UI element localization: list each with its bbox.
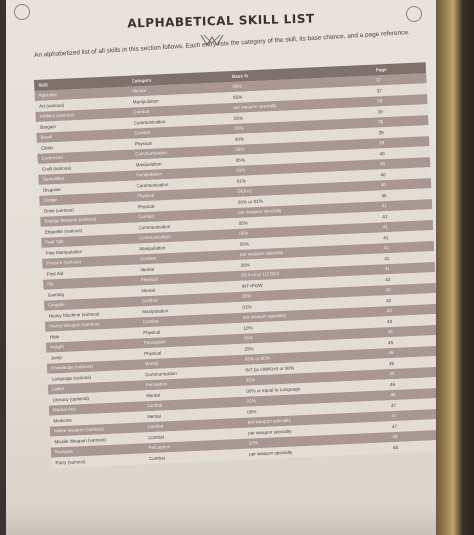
cell-category: Combat: [142, 318, 159, 325]
cell-base: DEX×2: [237, 188, 253, 195]
cell-skill: Hide: [49, 333, 60, 340]
page-title: ALPHABETICAL SKILL LIST: [127, 11, 315, 31]
cell-page: 47: [391, 423, 398, 429]
cell-skill: Drive (various): [43, 207, 74, 214]
cell-base: 25%: [234, 125, 244, 132]
cell-category: Mental: [140, 266, 155, 273]
cell-skill: Medicine: [53, 417, 72, 424]
cell-skill: Appraise: [38, 92, 57, 99]
cell-page: 45: [389, 371, 395, 377]
cell-skill: Martial Arts: [52, 406, 77, 413]
cell-category: Physical: [142, 329, 161, 336]
cell-base: INT (in OWN)×5 or 00%: [245, 365, 295, 373]
cell-skill: Brawl: [40, 134, 53, 141]
cell-category: Combat: [148, 455, 166, 461]
cell-page: 45: [388, 350, 394, 356]
cell-base: 01%: [236, 178, 247, 184]
cell-base: 01%: [242, 304, 252, 310]
cell-category: Perception: [145, 381, 168, 388]
cell-base: per weapon specialty: [249, 449, 293, 457]
cell-category: Physical: [143, 350, 162, 357]
cell-skill: Heavy Weapon (various): [49, 321, 100, 329]
cell-category: Physical: [136, 192, 155, 199]
cell-skill: Insight: [50, 344, 64, 350]
cell-category: Mental: [146, 413, 161, 419]
cell-page: 43: [387, 329, 393, 335]
cell-base: DEX×4 or 1/2 DEX: [240, 271, 280, 279]
cell-page: 39: [377, 119, 384, 125]
cell-skill: Melee Weapon (various): [53, 426, 104, 434]
cell-skill: Jump: [50, 354, 62, 361]
cell-skill: Demolition: [42, 175, 65, 182]
cell-page: 40: [380, 182, 387, 188]
cell-skill: Craft (various): [41, 165, 72, 172]
cell-base: 01%: [236, 167, 246, 174]
cell-page: 45: [388, 360, 395, 366]
cell-category: Communication: [133, 118, 166, 126]
table-body: [34, 73, 436, 468]
cell-page: 46: [389, 381, 396, 387]
cell-skill: Navigate: [54, 448, 74, 455]
cell-page: 40: [379, 161, 386, 167]
cell-base: 05%: [235, 146, 245, 153]
cell-base: 05% or 00%: [244, 355, 270, 362]
cell-page: 48: [392, 444, 399, 450]
cell-base: per weapon specialty: [238, 208, 282, 216]
cell-skill: Disguise: [42, 186, 61, 193]
cell-page: 37: [376, 77, 382, 83]
cell-base: 25%: [241, 293, 252, 300]
cell-skill: Grapple: [48, 302, 65, 308]
cell-category: Perception: [148, 444, 171, 451]
cell-page: 45: [387, 339, 394, 345]
cell-category: Communication: [134, 150, 168, 157]
cell-category: Mental: [145, 392, 160, 398]
cell-page: 41: [384, 266, 390, 272]
cell-page: 41: [384, 255, 390, 262]
cell-page: 40: [380, 171, 386, 178]
cell-category: Manipulation: [135, 171, 163, 178]
cell-skill: Literacy (optional): [52, 395, 90, 403]
cell-base: 05%: [235, 157, 246, 163]
cell-base: 05%: [239, 230, 249, 237]
cell-base: 05%: [232, 83, 242, 90]
cell-page: 42: [385, 276, 391, 283]
cell-base: 25%: [244, 346, 254, 352]
cell-category: Communication: [136, 181, 169, 189]
cell-skill: Climb: [40, 144, 53, 151]
cell-page: 41: [383, 234, 389, 241]
cell-category: Communication: [138, 223, 171, 231]
cell-base: 25%: [245, 377, 256, 383]
cell-skill: Fly: [47, 281, 54, 287]
cell-page: 48: [392, 434, 398, 440]
cell-base: 20% or 01%: [237, 198, 263, 205]
cell-category: Combat: [141, 297, 158, 304]
book-page: [6, 0, 436, 535]
cell-base: per weapon specialty: [233, 103, 277, 111]
cell-page: 42: [385, 287, 391, 293]
cell-skill: Gaming: [47, 291, 64, 298]
cell-page: 39: [378, 129, 384, 136]
cell-base: 30%: [240, 262, 250, 268]
cell-base: 05%: [238, 220, 248, 226]
skill-table: [34, 62, 436, 468]
cell-skill: Dodge: [43, 197, 58, 203]
cell-skill: Art (various): [39, 102, 65, 109]
cell-page: 41: [382, 224, 389, 230]
cell-category: Mental: [141, 287, 156, 294]
cell-base: per weapon specialty: [239, 250, 284, 258]
cell-base: per weapon specialty: [242, 313, 287, 321]
book-edge: [436, 0, 474, 535]
cell-category: Communication: [138, 234, 171, 241]
cell-category: Physical: [137, 203, 155, 210]
cell-skill: Artillery (various): [39, 112, 75, 120]
cell-page: 41: [383, 245, 389, 251]
cell-base: per weapon specialty: [247, 417, 291, 425]
cell-base: INT+POW: [241, 282, 263, 289]
cell-page: 47: [390, 402, 397, 408]
cell-skill: Fine Manipulation: [45, 248, 83, 256]
cell-skill: Heavy Machine (various): [48, 311, 100, 319]
header-page: Page: [375, 66, 387, 73]
cell-skill: First Aid: [46, 270, 64, 277]
cell-base: 05%: [233, 115, 244, 121]
cell-skill: Etiquette (various): [44, 227, 83, 235]
header-base: Base %: [231, 73, 249, 79]
cell-category: Combat: [147, 423, 164, 430]
corner-circle-icon: [14, 4, 30, 20]
cell-skill: Listen: [51, 386, 65, 392]
cell-page: 38: [376, 98, 383, 104]
cell-skill: Knowledge (various): [50, 363, 94, 371]
cell-skill: Parry (various): [55, 458, 86, 466]
cell-category: Manipulation: [132, 98, 159, 105]
cell-base: 00%: [247, 409, 257, 415]
cell-category: Mental: [144, 360, 159, 367]
cell-skill: Command: [41, 155, 63, 161]
page-shadow: [6, 505, 436, 535]
cell-page: 47: [391, 413, 397, 419]
intro-text: An alphabetized list of all skills in this section follows. Each entry lists the category of the skill, its base chance, and a page reference.: [34, 29, 410, 59]
cell-skill: Language (various): [51, 374, 92, 382]
cell-category: Perception: [143, 339, 166, 346]
cell-category: Combat: [133, 130, 151, 136]
cell-base: per weapon specialty: [248, 428, 292, 436]
cell-base: 10%: [243, 325, 253, 331]
cell-page: 43: [386, 318, 393, 324]
cell-base: 05%: [239, 241, 249, 247]
cell-base: 01%: [246, 398, 257, 404]
cell-category: Manipulation: [139, 244, 166, 252]
cell-skill: Firearm (various): [46, 259, 82, 266]
header-category: Category: [131, 77, 152, 84]
cell-base: 40%: [234, 136, 245, 142]
cell-category: Physical: [140, 276, 158, 283]
cell-category: Combat: [132, 109, 150, 115]
cell-page: 41: [381, 203, 388, 209]
cell-page: 37: [376, 87, 382, 94]
cell-page: 39: [377, 108, 383, 115]
cell-skill: Fast Talk: [45, 239, 64, 245]
cell-base: 05%: [232, 94, 243, 100]
cell-category: Combat: [146, 402, 163, 409]
cell-page: 40: [381, 192, 387, 199]
cell-skill: Bargain: [40, 123, 57, 130]
header-skill: Skill: [38, 82, 48, 88]
cell-category: Manipulation: [142, 307, 169, 315]
cell-category: Mental: [132, 88, 147, 94]
cell-page: 43: [386, 308, 392, 314]
cell-base: 10%: [248, 440, 258, 446]
cell-page: 42: [386, 297, 392, 303]
cell-base: 00% or equal to Language: [246, 385, 301, 394]
cell-category: Physical: [134, 140, 152, 147]
cell-category: Manipulation: [135, 161, 162, 168]
cell-category: Combat: [147, 434, 165, 440]
cell-category: Combat: [139, 255, 156, 262]
cell-skill: Missile Weapon (various): [54, 436, 106, 445]
cell-base: 05%: [243, 335, 254, 341]
cell-category: Communication: [144, 370, 178, 378]
cell-page: 41: [382, 213, 388, 220]
cell-page: 39: [378, 140, 385, 146]
cell-page: 46: [390, 392, 396, 398]
cell-category: Combat: [137, 213, 155, 220]
cell-skill: Energy Weapon (various): [44, 216, 97, 224]
cell-page: 40: [379, 150, 385, 157]
